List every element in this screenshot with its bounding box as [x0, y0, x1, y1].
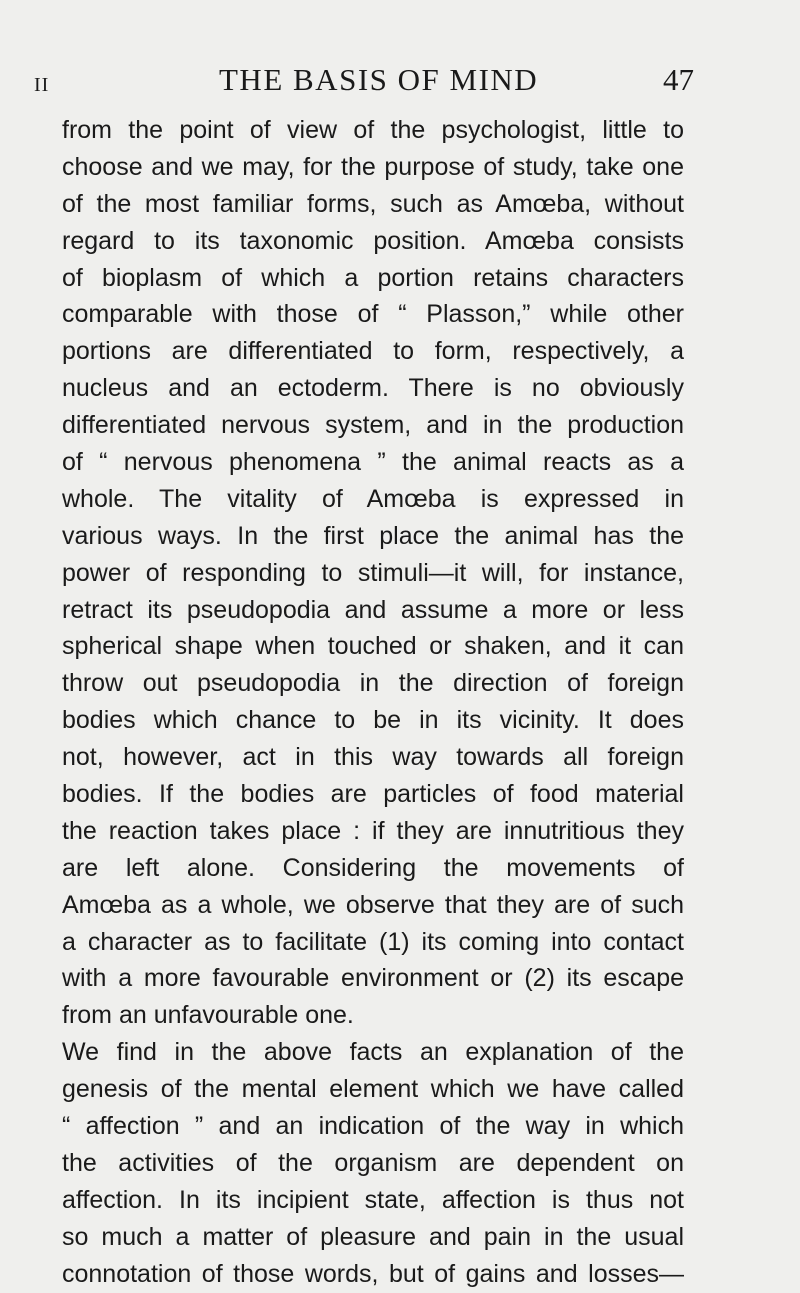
text-line: nucleus and an ectoderm. There is no obviously — [62, 374, 684, 403]
text-line: retract its pseudopodia and assume a more or less — [62, 595, 684, 624]
text-line: bodies which chance to be in its vicinity. It does — [62, 706, 684, 735]
paragraph-1 — [62, 112, 684, 1034]
text-line: a character as to facilitate (1) its coming into contact — [62, 927, 684, 956]
text-line: of “ nervous phenomena ” the animal reacts as a — [62, 448, 684, 477]
text-line: affection. In its incipient state, affection is thus not — [62, 1185, 684, 1214]
text-line: the activities of the organism are dependent on — [62, 1148, 684, 1177]
text-line: comparable with those of “ Plasson,” while other — [62, 300, 684, 329]
text-line: bodies. If the bodies are particles of food material — [62, 780, 684, 809]
text-line: choose and we may, for the purpose of study, take one — [62, 152, 684, 181]
text-line: Amœba as a whole, we observe that they are of such — [62, 890, 684, 919]
text-line: of bioplasm of which a portion retains characters — [62, 263, 684, 292]
text-line: We find in the above facts an explanation of the — [62, 1038, 684, 1067]
text-line: regard to its taxonomic position. Amœba consists — [62, 226, 684, 255]
text-line: portions are differentiated to form, respectively, a — [62, 337, 684, 366]
text-line: genesis of the mental element which we have called — [62, 1075, 684, 1104]
running-head — [34, 62, 694, 102]
text-line: from the point of view of the psychologist, little to — [62, 116, 684, 144]
text-line: connotation of those words, but of gains and losses— — [62, 1259, 684, 1288]
chapter-number: II — [34, 74, 50, 96]
text-line: not, however, act in this way towards all foreign — [62, 743, 684, 772]
text-line: spherical shape when touched or shaken, and it can — [62, 632, 684, 661]
text-line: so much a matter of pleasure and pain in the usual — [62, 1222, 684, 1251]
text-line: throw out pseudopodia in the direction of foreign — [62, 669, 684, 698]
paragraph-2 — [62, 1034, 684, 1292]
text-line: from an unfavourable one. — [62, 1001, 354, 1030]
text-line: of the most familiar forms, such as Amœba, without — [62, 189, 684, 218]
text-line: “ affection ” and an indication of the way in which — [62, 1112, 684, 1141]
text-line: are left alone. Considering the movements of — [62, 853, 684, 882]
page-number: 47 — [663, 62, 694, 97]
body-text — [62, 112, 684, 1293]
text-line: power of responding to stimuli—it will, for instance, — [62, 558, 684, 587]
text-line: differentiated nervous system, and in the production — [62, 411, 684, 440]
text-line: various ways. In the first place the animal has the — [62, 521, 684, 550]
running-title: THE BASIS OF MIND — [219, 62, 539, 97]
text-line: with a more favourable environment or (2) its escape — [62, 964, 684, 993]
text-line: the reaction takes place : if they are innutritious they — [62, 816, 684, 845]
text-line: whole. The vitality of Amœba is expressed in — [62, 484, 684, 513]
